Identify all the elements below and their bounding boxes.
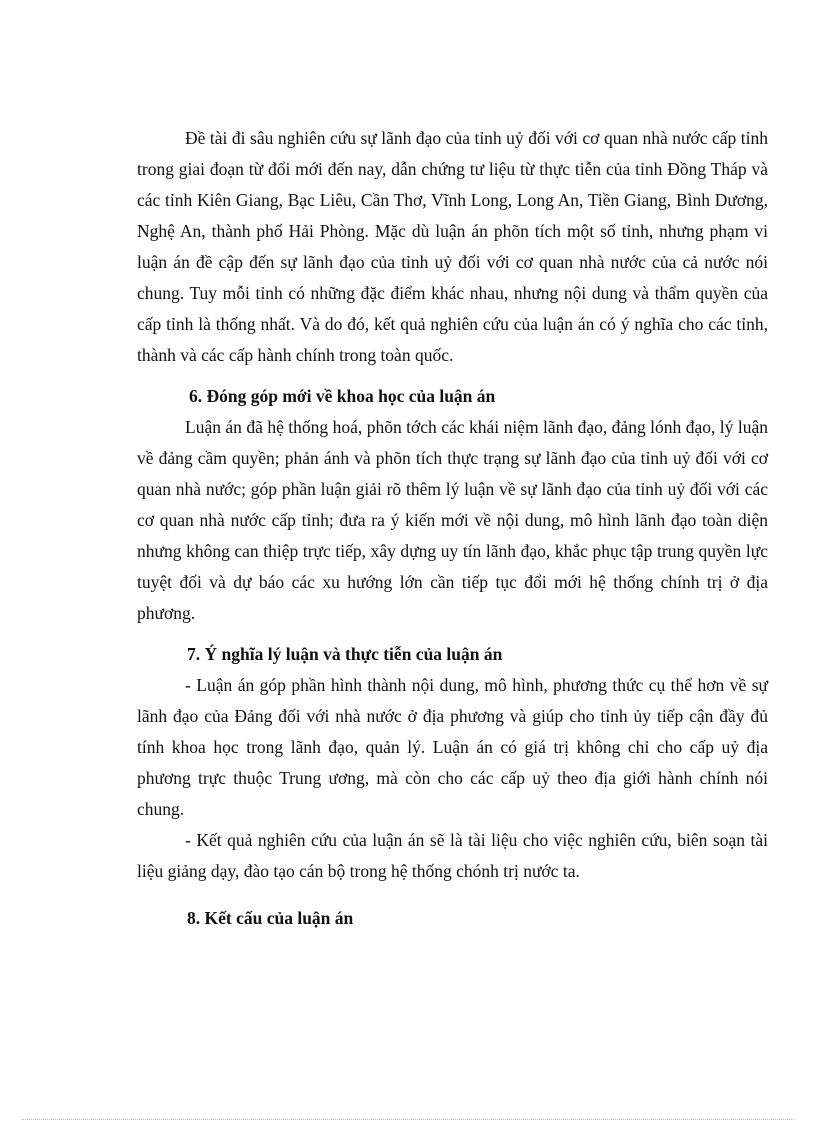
paragraph-significance-2: - Kết quả nghiên cứu của luận án sẽ là tài liệu cho việc nghiên cứu, biên soạn tài liệu giảng dạy, đào tạo cán bộ trong hệ thống chónh trị nước ta. bbox=[137, 830, 768, 881]
heading-section-7: 7. Ý nghĩa lý luận và thực tiễn của luận án bbox=[187, 644, 503, 664]
paragraph-research-scope: Đề tài đi sâu nghiên cứu sự lãnh đạo của tỉnh uỷ đối với cơ quan nhà nước cấp tỉnh trong giai đoạn từ đổi mới đến nay, dẫn chứng tư liệu từ thực tiễn của tỉnh Đồng Tháp và các tỉnh Kiên Giang, Bạc Liêu, Cần Thơ, Vĩnh Long, Long An, Tiền Giang, Bình Dương, Nghệ An, thành phố Hải Phòng. Mặc dù luận án phõn tích một số tỉnh, nhưng phạm vi luận án đề cập đến sự lãnh đạo của tỉnh uỷ đối với cơ quan nhà nước của cả nước nói chung. Tuy mỗi tỉnh có những đặc điểm khác nhau, nhưng nội dung và thẩm quyền của cấp tỉnh là thống nhất. Và do đó, kết quả nghiên cứu của luận án có ý nghĩa cho các tỉnh, thành và các cấp hành chính trong toàn quốc. bbox=[137, 128, 768, 365]
document-body bbox=[137, 123, 768, 934]
heading-section-6: 6. Đóng góp mới về khoa học của luận án bbox=[189, 386, 496, 406]
paragraph-significance-1: - Luận án góp phần hình thành nội dung, mô hình, phương thức cụ thể hơn về sự lãnh đạo của Đảng đối với nhà nước ở địa phương và giúp cho tỉnh ủy tiếp cận đầy đủ tính khoa học trong lãnh đạo, quản lý. Luận án có giá trị không chỉ cho cấp uỷ địa phương trực thuộc Trung ương, mà còn cho các cấp uỷ theo địa giới hành chính nói chung. bbox=[137, 675, 768, 819]
page-bottom-divider bbox=[22, 1119, 794, 1120]
heading-section-8: 8. Kết cấu của luận án bbox=[187, 908, 354, 928]
paragraph-scientific-contribution: Luận án đã hệ thống hoá, phõn tớch các khái niệm lãnh đạo, đảng lónh đạo, lý luận về đảng cầm quyền; phản ánh và phõn tích thực trạng sự lãnh đạo của tỉnh uỷ đối với cơ quan nhà nước; góp phần luận giải rõ thêm lý luận về sự lãnh đạo của tỉnh uỷ đối với các cơ quan nhà nước cấp tỉnh; đưa ra ý kiến mới về nội dung, mô hình lãnh đạo toàn diện nhưng không can thiệp trực tiếp, xây dựng uy tín lãnh đạo, khắc phục tập trung quyền lực tuyệt đối và dự báo các xu hướng lớn cần tiếp tục đổi mới hệ thống chính trị ở địa phương. bbox=[137, 417, 768, 623]
